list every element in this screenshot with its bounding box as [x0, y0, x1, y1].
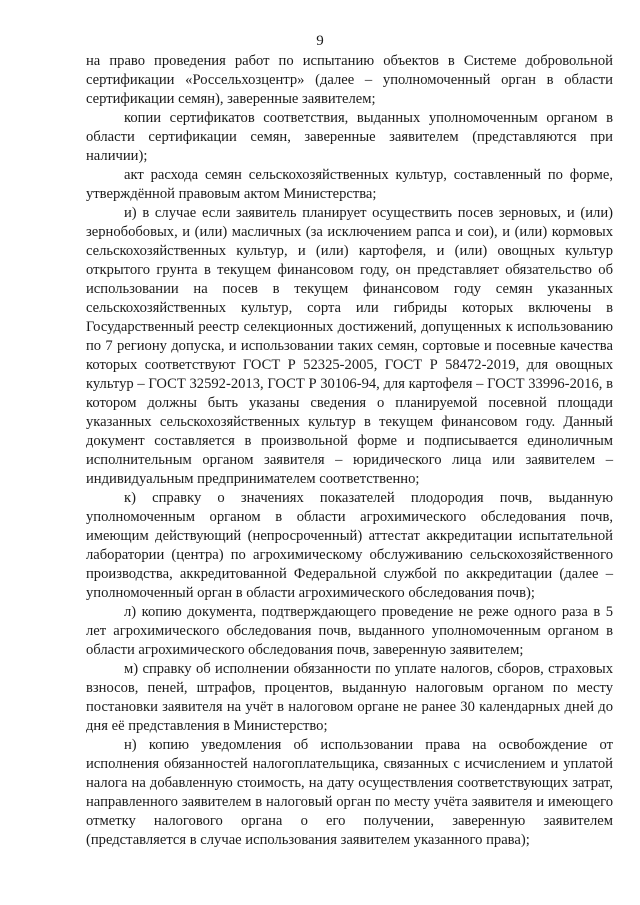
paragraph-item-n: н) копию уведомления об использовании права на освобождение от исполнения обязанностей налогоплательщика, связанных с исчислением и уплатой налога на добавленную стоимость, на дату осуществления соответствующих затрат, направленного заявителем в налоговый орган по месту учёта заявителя и имеющего отметку налогового органа о его получении, заверенную заявителем (представляется в случае использования заявителем указанного права); [86, 737, 613, 848]
paragraph-item-k: к) справку о значениях показателей плодородия почв, выданную уполномоченным органом в области агрохимического обследования почв, имеющим действующий (непросроченный) аттестат аккредитации испытательной лаборатории (центра) по агрохимическому обслуживанию сельскохозяйственного производства, аккредитованной Федеральной службой по аккредитации (далее – уполномоченный орган в области агрохимического обследования почв); [86, 490, 613, 601]
paragraph-item-l: л) копию документа, подтверждающего проведение не реже одного раза в 5 лет агрохимического обследования почв, выданного уполномоченным органом в области агрохимического обследования почв, заверенную заявителем; [86, 604, 613, 658]
document-body [86, 52, 613, 850]
paragraph-certificate-copies: копии сертификатов соответствия, выданных уполномоченным органом в области сертификации семян, заверенные заявителем (представляются при наличии); [86, 110, 613, 164]
paragraph-item-m: м) справку об исполнении обязанности по уплате налогов, сборов, страховых взносов, пеней, штрафов, процентов, выданную налоговым органом по месту постановки заявителя на учёт в налоговом органе не ранее 30 календарных дней до дня её представления в Министерство; [86, 661, 613, 734]
paragraph-item-i: и) в случае если заявитель планирует осуществить посев зерновых, и (или) зернобобовых, и (или) масличных (за исключением рапса и сои), и (или) кормовых сельскохозяйственных культур, и (или) картофеля, и (или) овощных культур открытого грунта в текущем финансовом году, он представляет обязательство об использовании на посев в текущем финансовом году семян указанных сельскохозяйственных культур, сорта или гибриды которых включены в Государственный реестр селекционных достижений, допущенных к использованию по 7 региону допуска, и использовании таких семян, сортовые и посевные качества которых соответствуют ГОСТ Р 52325-2005, ГОСТ Р 58472-2019, для овощных культур – ГОСТ 32592-2013, ГОСТ Р 30106-94, для картофеля – ГОСТ 33996-2016, в котором должны быть указаны сведения о планируемой посевной площади указанных сельскохозяйственных культур в текущем финансовом году. Данный документ составляется в произвольной форме и подписывается единоличным исполнительным органом заявителя – юридического лица или заявителем – индивидуальным предпринимателем соответственно; [86, 205, 613, 487]
page-number: 9 [316, 33, 324, 49]
paragraph-seed-usage-act: акт расхода семян сельскохозяйственных культур, составленный по форме, утверждённой правовым актом Министерства; [86, 167, 613, 202]
paragraph-certification-body: на право проведения работ по испытанию объектов в Системе добровольной сертификации «Россельхозцентр» (далее – уполномоченный орган в области сертификации семян), заверенные заявителем; [86, 53, 613, 107]
